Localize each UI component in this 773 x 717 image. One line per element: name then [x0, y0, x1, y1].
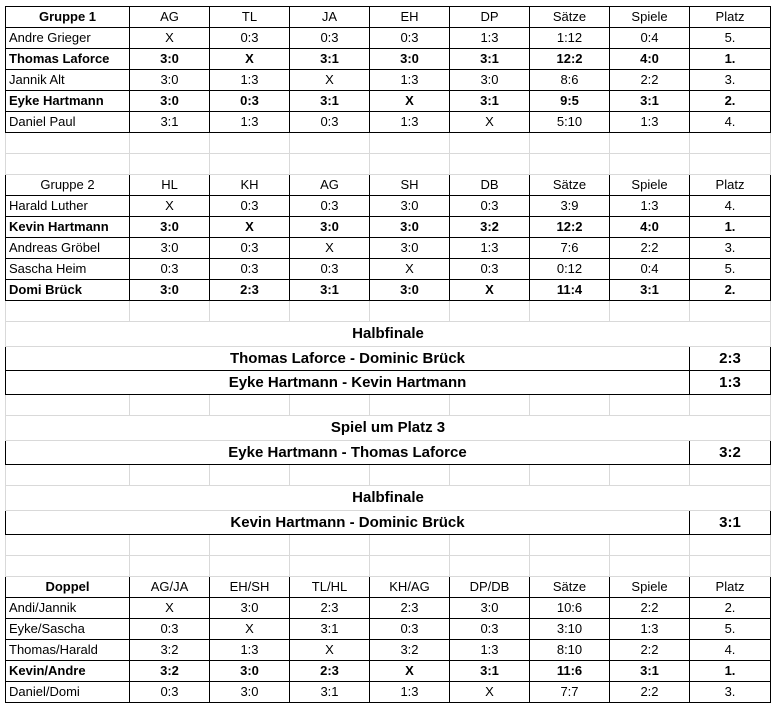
doubles-result-cell[interactable]: 3:0 — [210, 682, 290, 703]
doubles-result-cell[interactable]: 1:3 — [210, 640, 290, 661]
group1-row — [6, 91, 771, 112]
doubles-result-cell[interactable]: 3:2 — [130, 661, 210, 682]
group1-result-cell[interactable]: 3:0 — [370, 49, 450, 70]
group2-result-cell[interactable]: 0:3 — [450, 196, 530, 217]
doubles-column-header[interactable]: EH/SH — [210, 577, 290, 598]
empty-cell[interactable] — [370, 465, 450, 486]
group1-header-row — [6, 7, 771, 28]
group2-result-cell[interactable]: X — [210, 217, 290, 238]
empty-cell[interactable] — [530, 395, 610, 416]
empty-cell[interactable] — [210, 301, 290, 322]
group2-result-cell[interactable]: X — [130, 196, 210, 217]
empty-cell[interactable] — [6, 535, 130, 556]
empty-cell[interactable] — [6, 556, 130, 577]
doubles-row — [6, 640, 771, 661]
group2-result-cell[interactable]: 3:0 — [370, 217, 450, 238]
empty-cell[interactable] — [370, 556, 450, 577]
doubles-result-cell[interactable]: 0:3 — [370, 619, 450, 640]
empty-cell[interactable] — [130, 535, 210, 556]
group2-column-header[interactable]: AG — [290, 175, 370, 196]
doubles-result-cell[interactable]: 4. — [690, 640, 771, 661]
doubles-result-cell[interactable]: 2:2 — [610, 640, 690, 661]
group2-result-cell[interactable]: 3:0 — [130, 280, 210, 301]
group2-result-cell[interactable]: 4. — [690, 196, 771, 217]
empty-cell[interactable] — [610, 301, 690, 322]
group2-result-cell[interactable]: 0:3 — [290, 196, 370, 217]
doubles-result-cell[interactable]: X — [210, 619, 290, 640]
group1-column-header[interactable]: EH — [370, 7, 450, 28]
group1-result-cell[interactable]: 1:3 — [210, 70, 290, 91]
doubles-player-name[interactable]: Andi/Jannik — [6, 598, 130, 619]
group2-result-cell[interactable]: 0:3 — [290, 259, 370, 280]
group2-result-cell[interactable]: 3:2 — [450, 217, 530, 238]
empty-cell[interactable] — [290, 465, 370, 486]
doubles-result-cell[interactable]: 3:1 — [610, 661, 690, 682]
spacer-row — [6, 133, 771, 154]
knockout-match[interactable]: Kevin Hartmann - Dominic Brück — [6, 511, 690, 535]
group2-player-name[interactable]: Sascha Heim — [6, 259, 130, 280]
doubles-result-cell[interactable]: X — [450, 682, 530, 703]
empty-cell[interactable] — [610, 465, 690, 486]
group2-row — [6, 196, 771, 217]
group1-row — [6, 112, 771, 133]
group2-row — [6, 238, 771, 259]
empty-cell[interactable] — [370, 133, 450, 154]
empty-cell[interactable] — [610, 154, 690, 175]
group2-result-cell[interactable]: X — [450, 280, 530, 301]
group1-result-cell[interactable]: 2:2 — [610, 70, 690, 91]
empty-cell[interactable] — [450, 535, 530, 556]
doubles-column-header[interactable]: KH/AG — [370, 577, 450, 598]
tournament-table — [5, 6, 771, 703]
doubles-result-cell[interactable]: 1. — [690, 661, 771, 682]
group2-result-cell[interactable]: 3:0 — [290, 217, 370, 238]
knockout-match-row — [6, 511, 771, 535]
doubles-column-header[interactable]: TL/HL — [290, 577, 370, 598]
group1-result-cell[interactable]: 3:0 — [130, 91, 210, 112]
group2-row — [6, 259, 771, 280]
doubles-result-cell[interactable]: 3. — [690, 682, 771, 703]
doubles-player-name[interactable]: Thomas/Harald — [6, 640, 130, 661]
doubles-row — [6, 598, 771, 619]
empty-cell[interactable] — [210, 395, 290, 416]
doubles-result-cell[interactable]: X — [290, 640, 370, 661]
group1-result-cell[interactable]: X — [450, 112, 530, 133]
empty-cell[interactable] — [530, 465, 610, 486]
group1-player-name[interactable]: Thomas Laforce — [6, 49, 130, 70]
doubles-result-cell[interactable]: 2. — [690, 598, 771, 619]
doubles-player-name[interactable]: Kevin/Andre — [6, 661, 130, 682]
group2-result-cell[interactable]: 2. — [690, 280, 771, 301]
empty-cell[interactable] — [530, 301, 610, 322]
doubles-player-name[interactable]: Daniel/Domi — [6, 682, 130, 703]
doubles-result-cell[interactable]: 7:7 — [530, 682, 610, 703]
group2-player-name[interactable]: Harald Luther — [6, 196, 130, 217]
group2-result-cell[interactable]: 0:3 — [210, 259, 290, 280]
group1-result-cell[interactable]: 5:10 — [530, 112, 610, 133]
empty-cell[interactable] — [130, 395, 210, 416]
empty-cell[interactable] — [210, 133, 290, 154]
third-place-title-row — [6, 416, 771, 441]
spacer-row — [6, 465, 771, 486]
group2-column-header[interactable]: KH — [210, 175, 290, 196]
doubles-result-cell[interactable]: 3:1 — [290, 619, 370, 640]
knockout-match-row — [6, 441, 771, 465]
empty-cell[interactable] — [610, 556, 690, 577]
doubles-row — [6, 682, 771, 703]
group1-result-cell[interactable]: 3:1 — [290, 49, 370, 70]
group1-column-header[interactable]: Platz — [690, 7, 771, 28]
group2-result-cell[interactable]: 3:0 — [370, 196, 450, 217]
doubles-result-cell[interactable]: 1:3 — [610, 619, 690, 640]
group2-result-cell[interactable]: 1. — [690, 217, 771, 238]
doubles-title[interactable]: Doppel — [6, 577, 130, 598]
doubles-column-header[interactable]: AG/JA — [130, 577, 210, 598]
doubles-result-cell[interactable]: 1:3 — [370, 682, 450, 703]
empty-cell[interactable] — [530, 154, 610, 175]
group1-result-cell[interactable]: 0:3 — [370, 28, 450, 49]
group1-result-cell[interactable]: X — [210, 49, 290, 70]
group1-result-cell[interactable]: 1:3 — [370, 112, 450, 133]
empty-cell[interactable] — [370, 535, 450, 556]
empty-cell[interactable] — [6, 465, 130, 486]
doubles-result-cell[interactable]: 2:2 — [610, 682, 690, 703]
empty-cell[interactable] — [450, 465, 530, 486]
doubles-result-cell[interactable]: X — [130, 598, 210, 619]
knockout-score[interactable]: 2:3 — [690, 347, 771, 371]
group2-title[interactable]: Gruppe 2 — [6, 175, 130, 196]
knockout-match[interactable]: Eyke Hartmann - Thomas Laforce — [6, 441, 690, 465]
group1-column-header[interactable]: JA — [290, 7, 370, 28]
doubles-result-cell[interactable]: 0:3 — [450, 619, 530, 640]
doubles-column-header[interactable]: Spiele — [610, 577, 690, 598]
doubles-result-cell[interactable]: 5. — [690, 619, 771, 640]
doubles-column-header[interactable]: Sätze — [530, 577, 610, 598]
empty-cell[interactable] — [130, 133, 210, 154]
group2-result-cell[interactable]: 12:2 — [530, 217, 610, 238]
empty-cell[interactable] — [530, 556, 610, 577]
empty-cell[interactable] — [690, 133, 771, 154]
group2-result-cell[interactable]: 0:12 — [530, 259, 610, 280]
empty-cell[interactable] — [610, 395, 690, 416]
empty-cell[interactable] — [370, 301, 450, 322]
group2-result-cell[interactable]: 3:0 — [130, 238, 210, 259]
knockout-score[interactable]: 1:3 — [690, 371, 771, 395]
group2-result-cell[interactable]: 2:2 — [610, 238, 690, 259]
group1-row — [6, 49, 771, 70]
empty-cell[interactable] — [130, 154, 210, 175]
empty-cell[interactable] — [690, 465, 771, 486]
group2-column-header[interactable]: Sätze — [530, 175, 610, 196]
empty-cell[interactable] — [290, 395, 370, 416]
empty-cell[interactable] — [690, 556, 771, 577]
group2-result-cell[interactable]: 3:1 — [610, 280, 690, 301]
group1-result-cell[interactable]: 12:2 — [530, 49, 610, 70]
group1-result-cell[interactable]: 1:3 — [450, 28, 530, 49]
empty-cell[interactable] — [290, 556, 370, 577]
final-title[interactable]: Halbfinale — [6, 486, 771, 511]
doubles-result-cell[interactable]: 8:10 — [530, 640, 610, 661]
doubles-row — [6, 619, 771, 640]
group1-result-cell[interactable]: 5. — [690, 28, 771, 49]
empty-cell[interactable] — [610, 535, 690, 556]
group1-result-cell[interactable]: 2. — [690, 91, 771, 112]
doubles-result-cell[interactable]: 3:0 — [210, 661, 290, 682]
group2-result-cell[interactable]: 3:1 — [290, 280, 370, 301]
spreadsheet — [5, 6, 770, 703]
knockout-score[interactable]: 3:1 — [690, 511, 771, 535]
group2-player-name[interactable]: Andreas Gröbel — [6, 238, 130, 259]
group2-row — [6, 217, 771, 238]
group2-result-cell[interactable]: 2:3 — [210, 280, 290, 301]
doubles-result-cell[interactable]: 3:0 — [210, 598, 290, 619]
group2-result-cell[interactable]: 7:6 — [530, 238, 610, 259]
empty-cell[interactable] — [530, 133, 610, 154]
group2-column-header[interactable]: DB — [450, 175, 530, 196]
group2-result-cell[interactable]: 3:0 — [370, 280, 450, 301]
group2-result-cell[interactable]: 0:3 — [210, 196, 290, 217]
doubles-player-name[interactable]: Eyke/Sascha — [6, 619, 130, 640]
group1-result-cell[interactable]: 0:3 — [210, 28, 290, 49]
group1-player-name[interactable]: Andre Grieger — [6, 28, 130, 49]
empty-cell[interactable] — [210, 556, 290, 577]
empty-cell[interactable] — [450, 301, 530, 322]
empty-cell[interactable] — [6, 395, 130, 416]
group2-header-row — [6, 175, 771, 196]
empty-cell[interactable] — [6, 301, 130, 322]
doubles-result-cell[interactable]: X — [370, 661, 450, 682]
empty-cell[interactable] — [6, 154, 130, 175]
knockout-match-row — [6, 371, 771, 395]
final-title-row — [6, 486, 771, 511]
group1-result-cell[interactable]: 0:3 — [210, 91, 290, 112]
doubles-result-cell[interactable]: 2:2 — [610, 598, 690, 619]
group1-result-cell[interactable]: 0:3 — [290, 28, 370, 49]
spacer-row — [6, 154, 771, 175]
empty-cell[interactable] — [6, 133, 130, 154]
semifinal-title[interactable]: Halbfinale — [6, 322, 771, 347]
group2-row — [6, 280, 771, 301]
group2-result-cell[interactable]: 0:3 — [210, 238, 290, 259]
group1-result-cell[interactable]: X — [130, 28, 210, 49]
knockout-match[interactable]: Eyke Hartmann - Kevin Hartmann — [6, 371, 690, 395]
group2-result-cell[interactable]: 3. — [690, 238, 771, 259]
group1-player-name[interactable]: Jannik Alt — [6, 70, 130, 91]
empty-cell[interactable] — [370, 154, 450, 175]
group2-result-cell[interactable]: 1:3 — [610, 196, 690, 217]
group1-result-cell[interactable]: 9:5 — [530, 91, 610, 112]
doubles-result-cell[interactable]: 3:2 — [370, 640, 450, 661]
semifinal-title-row — [6, 322, 771, 347]
group2-result-cell[interactable]: 3:9 — [530, 196, 610, 217]
group2-result-cell[interactable]: X — [290, 238, 370, 259]
doubles-column-header[interactable]: DP/DB — [450, 577, 530, 598]
empty-cell[interactable] — [290, 154, 370, 175]
group2-result-cell[interactable]: 3:0 — [130, 217, 210, 238]
group2-column-header[interactable]: Platz — [690, 175, 771, 196]
doubles-result-cell[interactable]: 3:0 — [450, 598, 530, 619]
group2-player-name[interactable]: Domi Brück — [6, 280, 130, 301]
group1-result-cell[interactable]: 1. — [690, 49, 771, 70]
empty-cell[interactable] — [610, 133, 690, 154]
group1-result-cell[interactable]: 3:0 — [130, 70, 210, 91]
group1-result-cell[interactable]: 3:1 — [130, 112, 210, 133]
group1-column-header[interactable]: Sätze — [530, 7, 610, 28]
empty-cell[interactable] — [290, 535, 370, 556]
doubles-column-header[interactable]: Platz — [690, 577, 771, 598]
group2-player-name[interactable]: Kevin Hartmann — [6, 217, 130, 238]
doubles-result-cell[interactable]: 0:3 — [130, 682, 210, 703]
doubles-row — [6, 661, 771, 682]
empty-cell[interactable] — [370, 395, 450, 416]
empty-cell[interactable] — [690, 154, 771, 175]
group1-result-cell[interactable]: 3:1 — [290, 91, 370, 112]
group1-column-header[interactable]: TL — [210, 7, 290, 28]
doubles-result-cell[interactable]: 2:3 — [290, 598, 370, 619]
group2-result-cell[interactable]: 0:3 — [450, 259, 530, 280]
empty-cell[interactable] — [290, 133, 370, 154]
doubles-result-cell[interactable]: 2:3 — [290, 661, 370, 682]
empty-cell[interactable] — [450, 395, 530, 416]
doubles-result-cell[interactable]: 11:6 — [530, 661, 610, 682]
group1-result-cell[interactable]: X — [370, 91, 450, 112]
group1-result-cell[interactable]: 1:3 — [370, 70, 450, 91]
empty-cell[interactable] — [530, 535, 610, 556]
empty-cell[interactable] — [450, 154, 530, 175]
doubles-result-cell[interactable]: 10:6 — [530, 598, 610, 619]
group1-result-cell[interactable]: 3:1 — [450, 49, 530, 70]
group1-result-cell[interactable]: X — [290, 70, 370, 91]
group1-title[interactable]: Gruppe 1 — [6, 7, 130, 28]
group1-result-cell[interactable]: 8:6 — [530, 70, 610, 91]
doubles-result-cell[interactable]: 3:1 — [290, 682, 370, 703]
group2-result-cell[interactable]: 1:3 — [450, 238, 530, 259]
knockout-match[interactable]: Thomas Laforce - Dominic Brück — [6, 347, 690, 371]
group1-result-cell[interactable]: 0:3 — [290, 112, 370, 133]
empty-cell[interactable] — [130, 301, 210, 322]
knockout-match-row — [6, 347, 771, 371]
group1-player-name[interactable]: Eyke Hartmann — [6, 91, 130, 112]
group2-result-cell[interactable]: 5. — [690, 259, 771, 280]
empty-cell[interactable] — [690, 535, 771, 556]
empty-cell[interactable] — [130, 465, 210, 486]
spacer-row — [6, 556, 771, 577]
group1-result-cell[interactable]: 4:0 — [610, 49, 690, 70]
empty-cell[interactable] — [290, 301, 370, 322]
doubles-result-cell[interactable]: 3:1 — [450, 661, 530, 682]
group2-result-cell[interactable]: 3:0 — [370, 238, 450, 259]
empty-cell[interactable] — [690, 301, 771, 322]
group1-player-name[interactable]: Daniel Paul — [6, 112, 130, 133]
group2-column-header[interactable]: Spiele — [610, 175, 690, 196]
group1-result-cell[interactable]: 3:0 — [130, 49, 210, 70]
doubles-result-cell[interactable]: 0:3 — [130, 619, 210, 640]
spacer-row — [6, 301, 771, 322]
empty-cell[interactable] — [690, 395, 771, 416]
third-place-title[interactable]: Spiel um Platz 3 — [6, 416, 771, 441]
group2-column-header[interactable]: HL — [130, 175, 210, 196]
group2-result-cell[interactable]: 0:4 — [610, 259, 690, 280]
empty-cell[interactable] — [450, 133, 530, 154]
group1-column-header[interactable]: DP — [450, 7, 530, 28]
group1-result-cell[interactable]: 1:3 — [610, 112, 690, 133]
group1-result-cell[interactable]: 4. — [690, 112, 771, 133]
group1-result-cell[interactable]: 3:0 — [450, 70, 530, 91]
spacer-row — [6, 535, 771, 556]
group1-result-cell[interactable]: 3:1 — [610, 91, 690, 112]
doubles-result-cell[interactable]: 3:2 — [130, 640, 210, 661]
spacer-row — [6, 395, 771, 416]
knockout-score[interactable]: 3:2 — [690, 441, 771, 465]
empty-cell[interactable] — [210, 154, 290, 175]
empty-cell[interactable] — [130, 556, 210, 577]
group1-row — [6, 70, 771, 91]
group2-result-cell[interactable]: X — [370, 259, 450, 280]
group1-result-cell[interactable]: 3. — [690, 70, 771, 91]
group1-column-header[interactable]: Spiele — [610, 7, 690, 28]
doubles-result-cell[interactable]: 3:10 — [530, 619, 610, 640]
group1-result-cell[interactable]: 1:12 — [530, 28, 610, 49]
doubles-result-cell[interactable]: 1:3 — [450, 640, 530, 661]
group1-result-cell[interactable]: 0:4 — [610, 28, 690, 49]
group2-column-header[interactable]: SH — [370, 175, 450, 196]
group1-column-header[interactable]: AG — [130, 7, 210, 28]
group1-result-cell[interactable]: 1:3 — [210, 112, 290, 133]
group1-result-cell[interactable]: 3:1 — [450, 91, 530, 112]
empty-cell[interactable] — [210, 535, 290, 556]
empty-cell[interactable] — [450, 556, 530, 577]
group2-result-cell[interactable]: 0:3 — [130, 259, 210, 280]
group2-result-cell[interactable]: 4:0 — [610, 217, 690, 238]
empty-cell[interactable] — [210, 465, 290, 486]
doubles-result-cell[interactable]: 2:3 — [370, 598, 450, 619]
doubles-header-row — [6, 577, 771, 598]
group1-row — [6, 28, 771, 49]
group2-result-cell[interactable]: 11:4 — [530, 280, 610, 301]
